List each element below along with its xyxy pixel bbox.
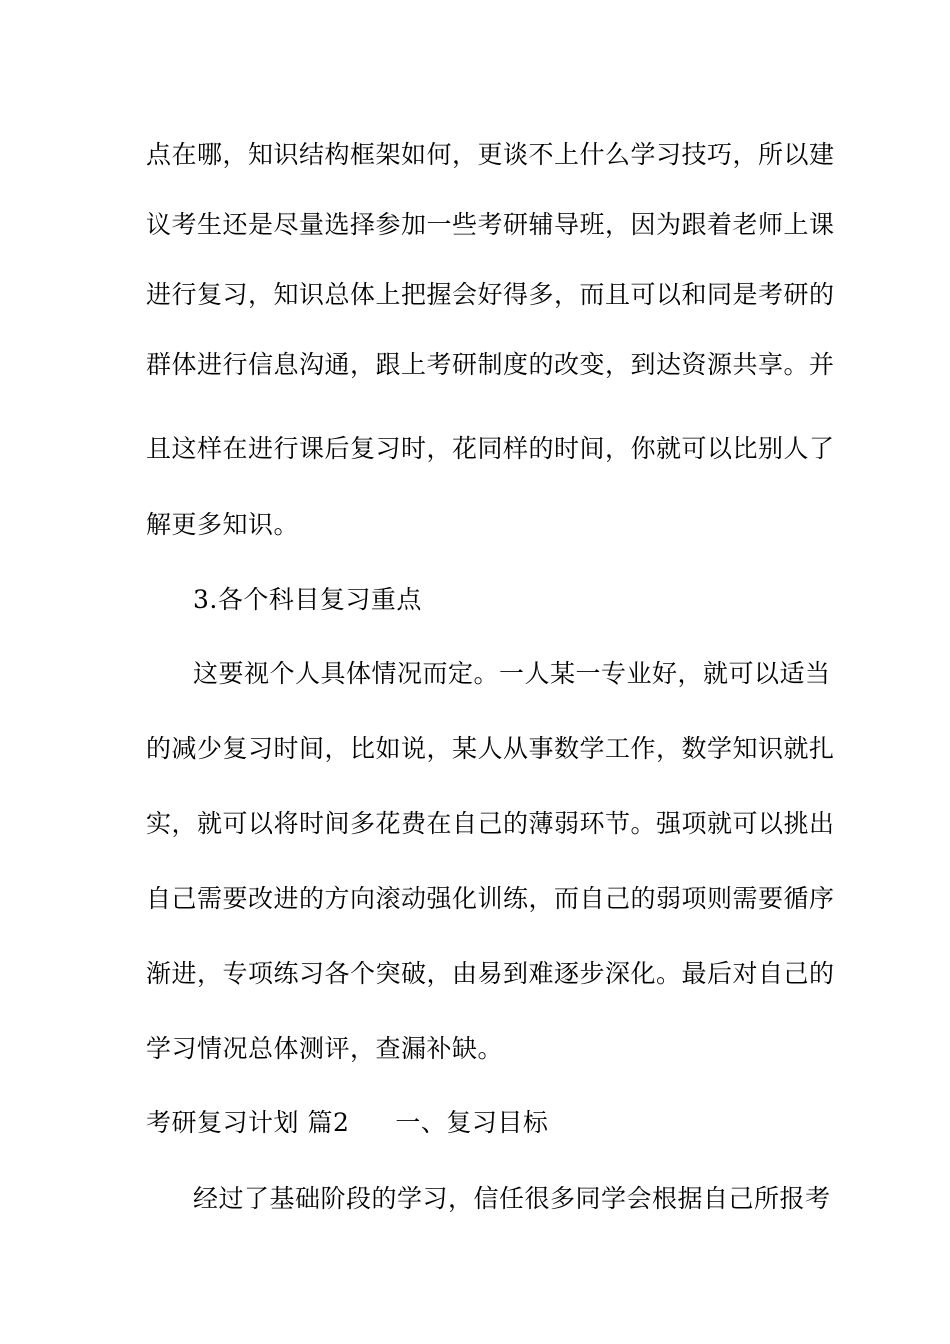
paragraph-1-line-5: 且这样在进行课后复习时，花同样的时间，你就可以比别人了 [146, 434, 835, 463]
paragraph-1-line-3: 进行复习，知识总体上把握会好得多，而且可以和同是考研的 [146, 280, 835, 309]
paragraph-1-line-4: 群体进行信息沟通，跟上考研制度的改变，到达资源共享。并 [146, 350, 835, 379]
paragraph-2-line-3: 实，就可以将时间多花费在自己的薄弱环节。强项就可以挑出 [146, 809, 835, 838]
paragraph-2-line-2: 的减少复习时间，比如说，某人从事数学工作，数学知识就扎 [146, 734, 835, 763]
section-heading: 3.各个科目复习重点 [193, 585, 422, 614]
plan-heading-row [146, 1107, 548, 1139]
paragraph-1-line-6: 解更多知识。 [146, 510, 300, 539]
paragraph-2-line-5: 渐进，专项练习各个突破，由易到难逐步深化。最后对自己的 [146, 959, 835, 988]
plan-title: 考研复习计划 篇2 [146, 1108, 350, 1137]
paragraph-2-line-1: 这要视个人具体情况而定。一人某一专业好，就可以适当 [193, 659, 831, 688]
plan-subheading: 一、复习目标 [395, 1108, 549, 1137]
paragraph-1-line-1: 点在哪，知识结构框架如何，更谈不上什么学习技巧，所以建 [146, 140, 835, 169]
paragraph-3-line-1: 经过了基础阶段的学习，信任很多同学会根据自己所报考 [193, 1184, 831, 1213]
paragraph-2-line-6: 学习情况总体测评，查漏补缺。 [146, 1034, 504, 1063]
paragraph-1-line-2: 议考生还是尽量选择参加一些考研辅导班，因为跟着老师上课 [146, 210, 835, 239]
paragraph-2-line-4: 自己需要改进的方向滚动强化训练，而自己的弱项则需要循序 [146, 884, 835, 913]
